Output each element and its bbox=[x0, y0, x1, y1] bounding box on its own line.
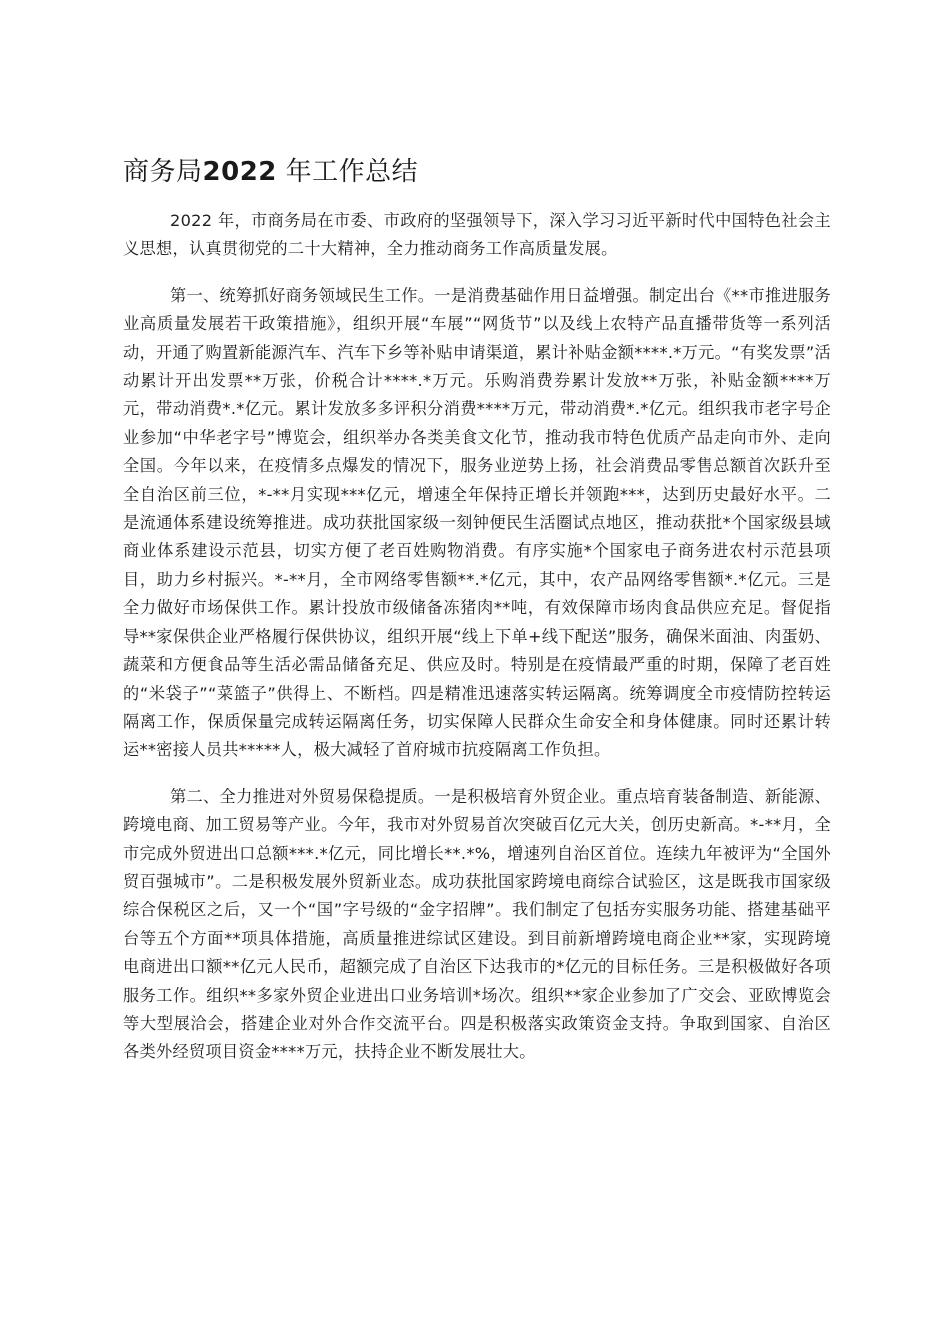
document-title bbox=[123, 150, 843, 194]
paragraph-section-2: 第二、全力推进对外贸易保稳提质。一是积极培育外贸企业。重点培育装备制造、新能源、跨境电商、加工贸易等产业。今年，我市对外贸易首次突破百亿元大关，创历史新高。*-**月，全市完成外贸进出口总额***.*亿元，同比增长**.*%，增速列自治区首位。连续九年被评为“全国外贸百强城市”。二是积极发展外贸新业态。成功获批国家跨境电商综合试验区，这是既我市国家级综合保税区之后，又一个“国”字号级的“金字招牌”。我们制定了包括夯实服务功能、搭建基础平台等五个方面**项具体措施，高质量推进综试区建设。到目前新增跨境电商企业**家，实现跨境电商进出口额**亿元人民币，超额完成了自治区下达我市的*亿元的目标任务。三是积极做好各项服务工作。组织**多家外贸企业进出口业务培训*场次。组织**家企业参加了广交会、亚欧博览会等大型展洽会，搭建企业对外合作交流平台。四是积极落实政策资金支持。争取到国家、自治区各类外经贸项目资金****万元，扶持企业不断发展壮大。 bbox=[123, 786, 831, 1062]
document-body bbox=[123, 207, 831, 1085]
paragraph-intro: 2022 年，市商务局在市委、市政府的坚强领导下，深入学习习近平新时代中国特色社会主义思想，认真贯彻党的二十大精神，全力推动商务工作高质量发展。 bbox=[123, 211, 831, 259]
title-prefix: 商务局 bbox=[123, 157, 203, 187]
paragraph-section-1: 第一、统筹抓好商务领域民生工作。一是消费基础作用日益增强。制定出台《**市推进服务业高质量发展若干政策措施》，组织开展“车展”“网货节”以及线上农特产品直播带货等一系列活动，开通了购置新能源汽车、汽车下乡等补贴申请渠道，累计补贴金额****.*万元。“有奖发票”活动累计开出发票**万张，价税合计****.*万元。乐购消费券累计发放**万张，补贴金额****万元，带动消费*.*亿元。累计发放多多评积分消费****万元，带动消费*.*亿元。组织我市老字号企业参加“中华老字号”博览会，组织举办各类美食文化节，推动我市特色优质产品走向市外、走向全国。今年以来，在疫情多点爆发的情况下，服务业逆势上扬，社会消费品零售总额首次跃升至全自治区前三位，*-**月实现***亿元，增速全年保持正增长并领跑***，达到历史最好水平。二是流通体系建设统筹推进。成功获批国家级一刻钟便民生活圈试点地区，推动获批*个国家级县域商业体系建设示范县，切实方便了老百姓购物消费。有序实施*个国家电子商务进农村示范县项目，助力乡村振兴。*-**月，全市网络零售额**.*亿元，其中，农产品网络零售额*.*亿元。三是全力做好市场保供工作。累计投放市级储备冻猪肉**吨，有效保障市场肉食品供应充足。督促指导**家保供企业严格履行保供协议，组织开展“线上下单+线下配送”服务，确保米面油、肉蛋奶、蔬菜和方便食品等生活必需品储备充足、供应及时。特别是在疫情最严重的时期，保障了老百姓的“米袋子”“菜篮子”供得上、不断档。四是精准迅速落实转运隔离。统筹调度全市疫情防控转运隔离工作，保质保量完成转运隔离任务，切实保障人民群众生命安全和身体健康。同时还累计转运**密接人员共*****人，极大减轻了首府城市抗疫隔离工作负担。 bbox=[123, 285, 831, 760]
title-suffix: 年工作总结 bbox=[285, 157, 419, 187]
title-year: 2022 bbox=[202, 157, 277, 187]
